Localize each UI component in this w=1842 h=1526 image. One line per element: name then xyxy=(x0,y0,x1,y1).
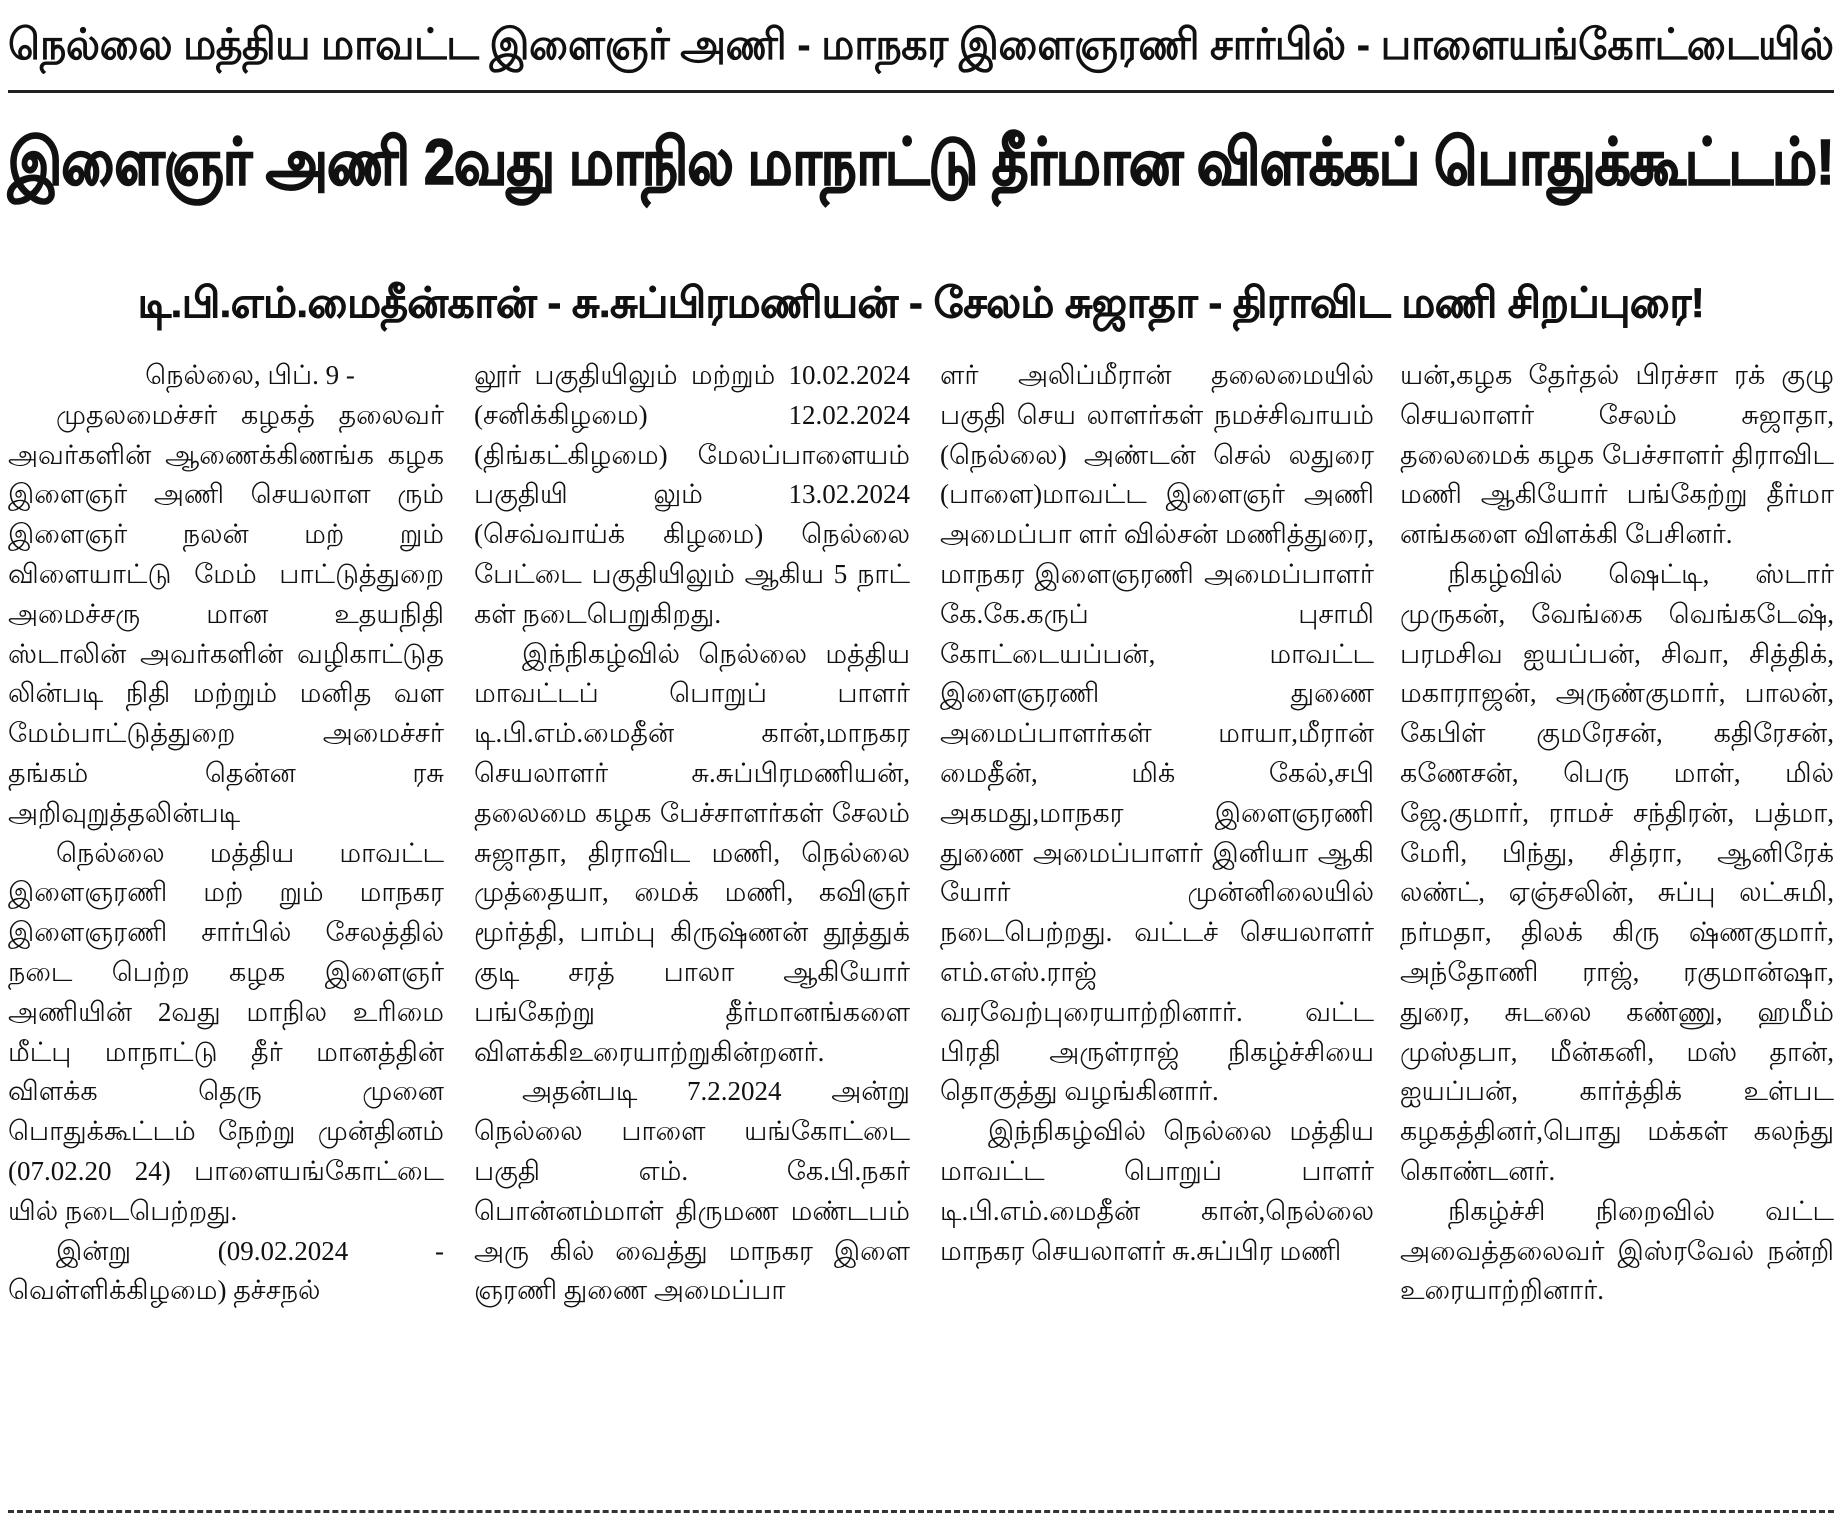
article-column-1 xyxy=(8,356,444,1506)
article-column-4 xyxy=(1400,356,1834,1506)
kicker-divider xyxy=(8,90,1834,93)
article-column-2 xyxy=(474,356,910,1506)
article-paragraph: இந்நிகழ்வில் நெல்லை மத்திய மாவட்டப் பொறுப் பாளர் டி.பி.எம்.மைதீன் கான்,மாநகர செயலாளர் சு.சுப்பிரமணியன், தலைமை கழக பேச்சாளர்கள் சேலம் சுஜாதா, திராவிட மணி, நெல்லை முத்தையா, மைக் மணி, கவிஞர் மூர்த்தி, பாம்பு கிருஷ்ணன் தூத்துக் குடி சரத் பாலா ஆகியோர் பங்கேற்று தீர்மானங்களை விளக்கிஉரையாற்றுகின்றனர். xyxy=(474,638,910,1067)
subheadline: டி.பி.எம்.மைதீன்கான் - சு.சுப்பிரமணியன் - சேலம் சுஜாதா - திராவிட மணி சிறப்புரை! xyxy=(137,279,1705,326)
article-paragraph: முதலமைச்சர் கழகத் தலைவர் அவர்களின் ஆணைக்கிணங்க கழக இளைஞர் அணி செயலாள ரும் இளைஞர் நலன் மற் றும் விளையாட்டு மேம் பாட்டுத்துறை அமைச்சரு மான உதயநிதி ஸ்டாலின் அவர்களின் வழிகாட்டுத லின்படி நிதி மற்றும் மனித வள மேம்பாட்டுத்துறை அமைச்சர் தங்கம் தென்ன ரசு அறிவுறுத்தலின்படி xyxy=(8,399,444,828)
headline: இளைஞர் அணி 2வது மாநில மாநாட்டு தீர்மான விளக்கப் பொதுக்கூட்டம்! xyxy=(8,126,1834,198)
article-paragraph: யன்,கழக தேர்தல் பிரச்சா ரக் குழு செயலாளர் சேலம் சுஜாதா, தலைமைக் கழக பேச்சாளர் திராவிட மணி ஆகியோர் பங்கேற்று தீர்மா னங்களை விளக்கி பேசினர். xyxy=(1400,360,1834,550)
article-paragraph: அதன்படி 7.2.2024 அன்று நெல்லை பாளை யங்கோட்டை பகுதி எம். கே.பி.நகர் பொன்னம்மாள் திருமண மண்டபம் அரு கில் வைத்து மாநகர இளை ஞரணி துணை அமைப்பா xyxy=(474,1076,910,1306)
kicker-line: நெல்லை மத்திய மாவட்ட இளைஞர் அணி - மாநகர இளைஞரணி சார்பில் - பாளையங்கோட்டையில் xyxy=(8,21,1834,69)
article-paragraph: நிகழ்வில் ஷெட்டி, ஸ்டார் முருகன், வேங்கை வெங்கடேஷ், பரமசிவ ஐயப்பன், சிவா, சித்திக், மகாராஜன், அருண்குமார், பாலன், கேபிள் குமரேசன், கதிரேசன், கணேசன், பெரு மாள், மில் ஜே.குமார், ராமச் சந்திரன், பத்மா, மேரி, பிந்து, சித்ரா, ஆனிரேக் லண்ட், ஏஞ்சலின், சுப்பு லட்சுமி, நர்மதா, திலக் கிரு ஷ்ணகுமார், அந்தோணி ராஜ், ரகுமான்ஷா, துரை, சுடலை கண்ணு, ஹமீம் முஸ்தபா, மீன்கனி, மஸ் தான், ஐயப்பன், கார்த்திக் உள்பட கழகத்தினர்,பொது மக்கள் கலந்து கொண்டனர். xyxy=(1400,558,1834,1186)
article-paragraph: லூர் பகுதியிலும் மற்றும் 10.02.2024 (சனிக்கிழமை) 12.02.2024 (திங்கட்கிழமை) மேலப்பாளையம் பகுதியி லும் 13.02.2024 (செவ்வாய்க் கிழமை) நெல்லை பேட்டை பகுதியிலும் ஆகிய 5 நாட் கள் நடைபெறுகிறது. xyxy=(474,360,910,629)
article-paragraph: ளர் அலிப்மீரான் தலைமையில் பகுதி செய லாளர்கள் நமச்சிவாயம் (நெல்லை) அண்டன் செல் லதுரை (பாளை)மாவட்ட இளைஞர் அணி அமைப்பா ளர் வில்சன் மணித்துரை, மாநகர இளைஞரணி அமைப்பாளர் கே.கே.கருப் புசாமி கோட்டையப்பன், மாவட்ட இளைஞரணி துணை அமைப்பாளர்கள் மாயா,மீரான் மைதீன், மிக் கேல்,சபி அகமது,மாநகர இளைஞரணி துணை அமைப்பாளர் இனியா ஆகி யோர் முன்னிலையில் நடைபெற்றது. வட்டச் செயலாளர் எம்.எஸ்.ராஜ் வரவேற்புரையாற்றினார். வட்ட பிரதி அருள்ராஜ் நிகழ்ச்சியை தொகுத்து வழங்கினார். xyxy=(940,360,1374,1107)
article-paragraph: இந்நிகழ்வில் நெல்லை மத்திய மாவட்ட பொறுப் பாளர் டி.பி.எம்.மைதீன் கான்,நெல்லை மாநகர செயலாளர் சு.சுப்பிர மணி xyxy=(940,1116,1374,1266)
article-column-3 xyxy=(940,356,1374,1506)
dateline: நெல்லை, பிப். 9 - xyxy=(145,360,355,390)
article-paragraph: நெல்லை மத்திய மாவட்ட இளைஞரணி மற் றும் மாநகர இளைஞரணி சார்பில் சேலத்தில் நடை பெற்ற கழக இளைஞர் அணியின் 2வது மாநில உரிமை மீட்பு மாநாட்டு தீர் மானத்தின் விளக்க தெரு முனை பொதுக்கூட்டம் நேற்று முன்தினம் (07.02.20 24) பாளையங்கோட்டை யில் நடைபெற்றது. xyxy=(8,837,444,1226)
article-paragraph: நிகழ்ச்சி நிறைவில் வட்ட அவைத்தலைவர் இஸ்ரவேல் நன்றி உரையாற்றினார். xyxy=(1400,1195,1834,1306)
bottom-dashed-divider xyxy=(8,1510,1834,1513)
article-paragraph: இன்று (09.02.2024 - வெள்ளிக்கிழமை) தச்சநல் xyxy=(8,1235,444,1306)
